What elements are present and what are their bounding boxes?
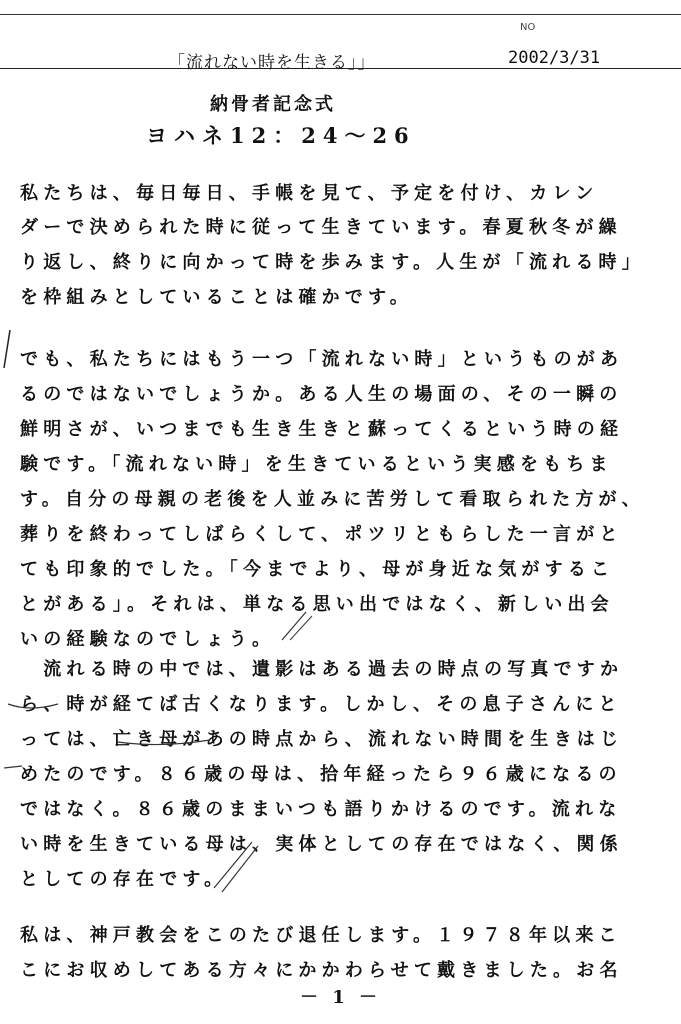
underline-mark <box>8 704 58 708</box>
text-line: 鮮明さが、いつまでも生き生きと蘇ってくるという時の経 <box>20 419 624 440</box>
text-line: 葬りを終わってしばらくして、ポツリともらした一言がと <box>20 524 623 545</box>
slash-mark <box>290 616 312 640</box>
text-line: 私たちは、毎日毎日、手帳を見て、予定を付け、カレン <box>20 183 599 204</box>
text-line: としての存在です。 <box>20 869 228 890</box>
text-line: す。自分の母親の老後を人並みに苦労して看取られた方が、 <box>20 489 645 510</box>
number-mark: NO <box>520 22 536 33</box>
text-line: 流れる時の中では、遺影はある過去の時点の写真ですか <box>20 659 624 680</box>
text-line: を枠組みとしていることは確かです。 <box>20 287 413 308</box>
text-line: っては、亡き母があの時点から、流れない時間を生きはじ <box>20 729 624 750</box>
margin-dash <box>4 766 22 768</box>
sermon-title: 「流れない時を生きる」」 <box>168 53 376 73</box>
page-number: － 1 － <box>299 987 382 1008</box>
text-line: 私は、神戸教会をこのたび退任します。１９７８年以来こ <box>20 925 622 946</box>
text-line: ても印象的でした。「今までより、母が身近な気がするこ <box>20 559 615 580</box>
scripture-reference: ヨハネ12：24～26 <box>146 123 416 148</box>
slash-mark <box>222 846 258 892</box>
text-line: ではなく。８６歳のままいつも語りかけるのです。流れな <box>20 799 622 820</box>
text-line: とがある」。それは、単なる思い出ではなく、新しい出会 <box>20 594 614 615</box>
text-line: めたのです。８６歳の母は、拾年経ったら９６歳になるの <box>20 764 622 785</box>
text-line: こにお収めしてある方々にかかわらせて戴きました。お名 <box>20 960 623 981</box>
occasion-heading: 納骨者記念式 <box>210 94 336 115</box>
text-line: ら、時が経てば古くなります。しかし、その息子さんにと <box>20 694 622 715</box>
text-line: 験です。「流れない時」を生きているという実感をもちま <box>20 454 613 475</box>
text-line: でも、私たちにはもう一つ「流れない時」というものがあ <box>20 349 624 370</box>
sermon-date: 2002/3/31 <box>508 48 601 68</box>
underline-mark <box>118 740 210 745</box>
text-line: ダーで決められた時に従って生きています。春夏秋冬が繰 <box>20 217 622 238</box>
slash-mark <box>214 842 252 888</box>
text-line: るのではないでしょうか。ある人生の場面の、その一瞬の <box>20 384 623 405</box>
text-line: いの経験なのでしょう。 <box>20 629 276 650</box>
text-line: い時を生きている母は、実体としての存在ではなく、関係 <box>20 834 623 855</box>
text-line: り返し、終りに向かって時を歩みます。人生が「流れる時」 <box>20 252 645 273</box>
margin-pen-stroke <box>4 330 10 368</box>
